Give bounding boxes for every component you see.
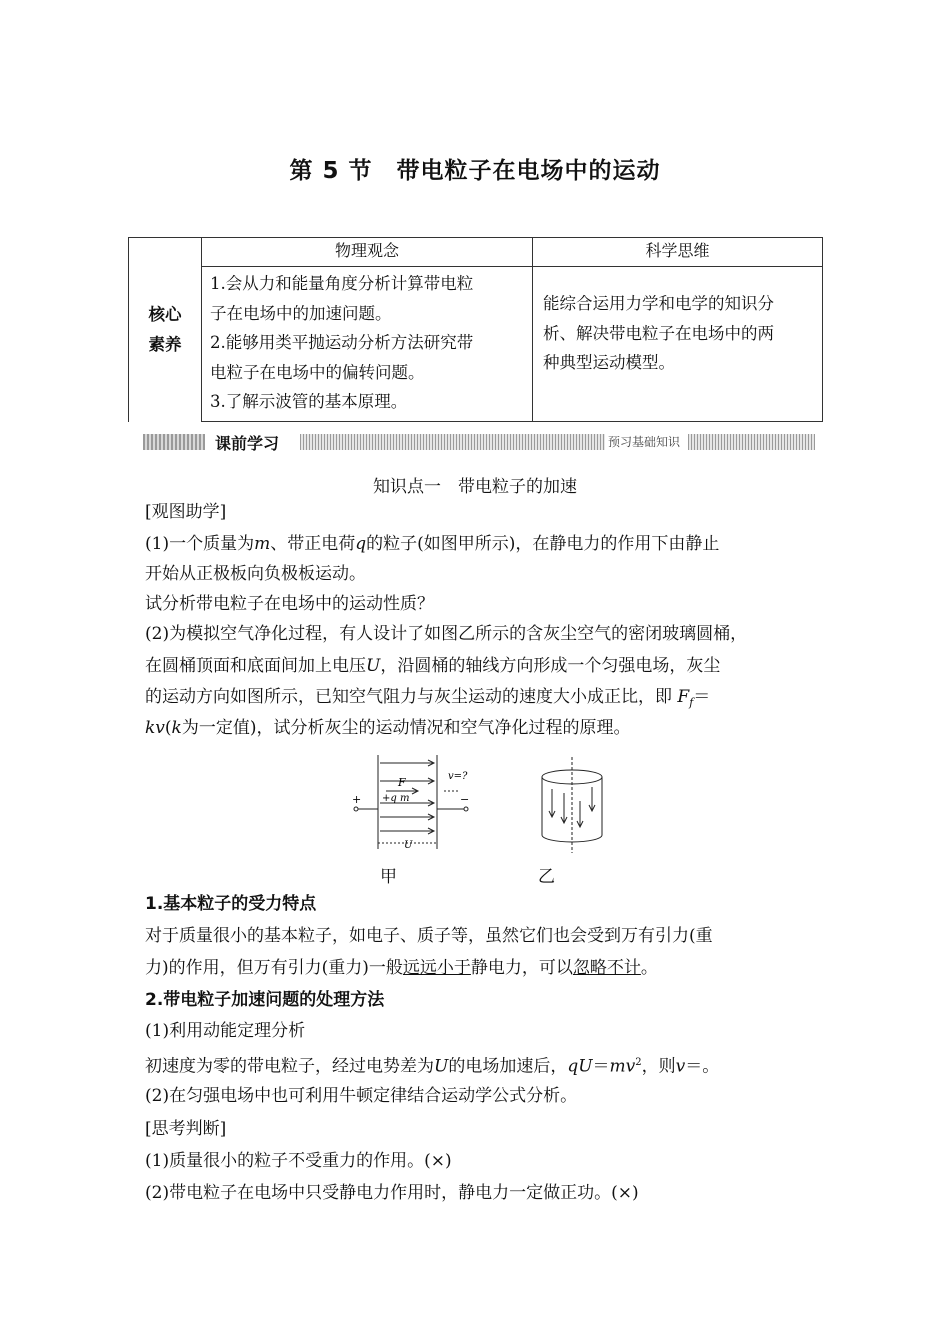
- terminal-left: [354, 807, 358, 811]
- cylinder-diagram: [542, 757, 602, 853]
- point-2-line-1: [145, 1051, 719, 1079]
- text: 为一定值)，试分析灰尘的运动情况和空气净化过程的原理。: [181, 718, 631, 738]
- text: 的电场加速后，: [448, 1056, 568, 1077]
- point-2-sub-1: (1)利用动能定理分析: [145, 1021, 306, 1041]
- science-line: 能综合运用力学和电学的知识分: [543, 294, 774, 313]
- plus-sign: +: [352, 793, 362, 806]
- physics-line: 2.能够用类平抛运动分析方法研究带: [210, 333, 474, 352]
- banner-bar-right: [688, 434, 815, 450]
- minus-sign: −: [460, 793, 470, 806]
- question-1-line-1: [145, 532, 719, 556]
- var-kv: kv: [145, 718, 165, 738]
- science-thinking-cell: [533, 267, 823, 422]
- text: 初速度为零的带电粒子，经过电势差为: [145, 1056, 434, 1077]
- banner-sublabel: 预习基础知识: [608, 435, 681, 449]
- text: ，则: [641, 1056, 676, 1077]
- judgment-1: (1)质量很小的粒子不受重力的作用。(×): [145, 1151, 452, 1171]
- var-mv: mv: [609, 1056, 636, 1077]
- question-2-line-1: (2)为模拟空气净化过程，有人设计了如图乙所示的含灰尘空气的密闭玻璃圆桶，: [145, 624, 748, 644]
- point-1-line-1: 对于质量很小的基本粒子，如电子、质子等，虽然它们也会受到万有引力(重: [145, 926, 713, 946]
- text: 力)的作用，但万有引力(重力)一般: [145, 958, 403, 978]
- text: ＝。: [685, 1056, 720, 1077]
- var-F: F: [677, 687, 690, 707]
- var-qU: qU: [567, 1056, 593, 1077]
- equals: ＝: [592, 1056, 610, 1077]
- physics-line: 子在电场中的加速问题。: [210, 303, 392, 323]
- judgment-2: (2)带电粒子在电场中只受静电力作用时，静电力一定做正功。(×): [145, 1183, 639, 1203]
- science-line: 种典型运动模型。: [543, 353, 675, 372]
- text: 在圆桶顶面和底面间加上电压: [145, 656, 366, 676]
- banner-bar-left: [143, 434, 205, 450]
- var-m: m: [254, 534, 271, 554]
- point-1-line-2: [145, 956, 658, 980]
- equals: ＝: [693, 687, 711, 707]
- core-label-2: 素养: [148, 334, 182, 354]
- question-1-line-3: 试分析带电粒子在电场中的运动性质？: [145, 594, 434, 614]
- science-line: 析、解决带电粒子在电场中的两: [543, 323, 774, 343]
- core-label-1: 核心: [148, 304, 182, 324]
- underlined-answer: 远远小于: [402, 958, 471, 978]
- banner-label: 课前学习: [215, 434, 280, 453]
- text: 的粒子(如图甲所示)，在静电力的作用下由静止: [366, 534, 720, 554]
- text: ，沿圆桶的轴线方向形成一个匀强电场，灰尘: [380, 656, 721, 676]
- caption-b: 乙: [538, 867, 555, 887]
- var-q: q: [355, 534, 367, 554]
- point-1-heading: 1.基本粒子的受力特点: [145, 894, 317, 914]
- physics-concept-cell: [202, 267, 533, 422]
- velocity-label: v=?: [448, 771, 468, 782]
- physics-line: 3.了解示波管的基本原理。: [210, 392, 408, 411]
- question-2-line-2: [145, 654, 720, 678]
- text: 的运动方向如图所示，已知空气阻力与灰尘运动的速度大小成正比，即: [145, 687, 672, 707]
- think-heading: [思考判断]: [145, 1119, 227, 1139]
- question-2-line-3: [145, 685, 710, 715]
- point-2-sub-2: (2)在匀强电场中也可利用牛顿定律结合运动学公式分析。: [145, 1086, 578, 1106]
- var-k: k: [171, 718, 182, 738]
- plate-diagram: [354, 755, 468, 849]
- charge-label: +q m: [382, 793, 410, 804]
- section-banner: [143, 431, 815, 453]
- question-2-line-4: [145, 716, 631, 740]
- var-v: v: [675, 1056, 686, 1077]
- sub-f: f: [689, 696, 694, 710]
- col-science-header: 科学思维: [533, 238, 823, 267]
- core-label: [129, 238, 202, 422]
- text: 静电力，可以: [470, 958, 573, 978]
- col-physics-header: 物理观念: [202, 238, 533, 267]
- voltage-label: U: [404, 840, 413, 851]
- underlined-answer: 忽略不计: [572, 958, 641, 978]
- text: 。: [640, 958, 658, 978]
- var-U: U: [434, 1056, 449, 1077]
- figure-diagrams: [340, 753, 630, 858]
- superscript: 2: [635, 1057, 642, 1068]
- physics-line: 1.会从力和能量角度分析计算带电粒: [210, 274, 474, 293]
- text: (: [164, 718, 172, 738]
- page-title: 第 5 节 带电粒子在电场中的运动: [289, 158, 661, 184]
- var-U: U: [366, 656, 381, 676]
- guide-heading: [观图助学]: [145, 502, 227, 522]
- question-1-line-2: 开始从正极板向负极板运动。: [145, 564, 366, 584]
- terminal-right: [464, 807, 468, 811]
- text: (1)一个质量为: [145, 534, 255, 554]
- core-literacy-table: [128, 237, 823, 422]
- force-label: F: [398, 776, 406, 789]
- text: 、带正电荷: [270, 534, 356, 554]
- caption-a: 甲: [380, 867, 397, 887]
- banner-bar-middle: [300, 434, 605, 450]
- section-title: 知识点一 带电粒子的加速: [373, 477, 577, 497]
- point-2-heading: 2.带电粒子加速问题的处理方法: [145, 990, 385, 1010]
- physics-line: 电粒子在电场中的偏转问题。: [210, 362, 425, 382]
